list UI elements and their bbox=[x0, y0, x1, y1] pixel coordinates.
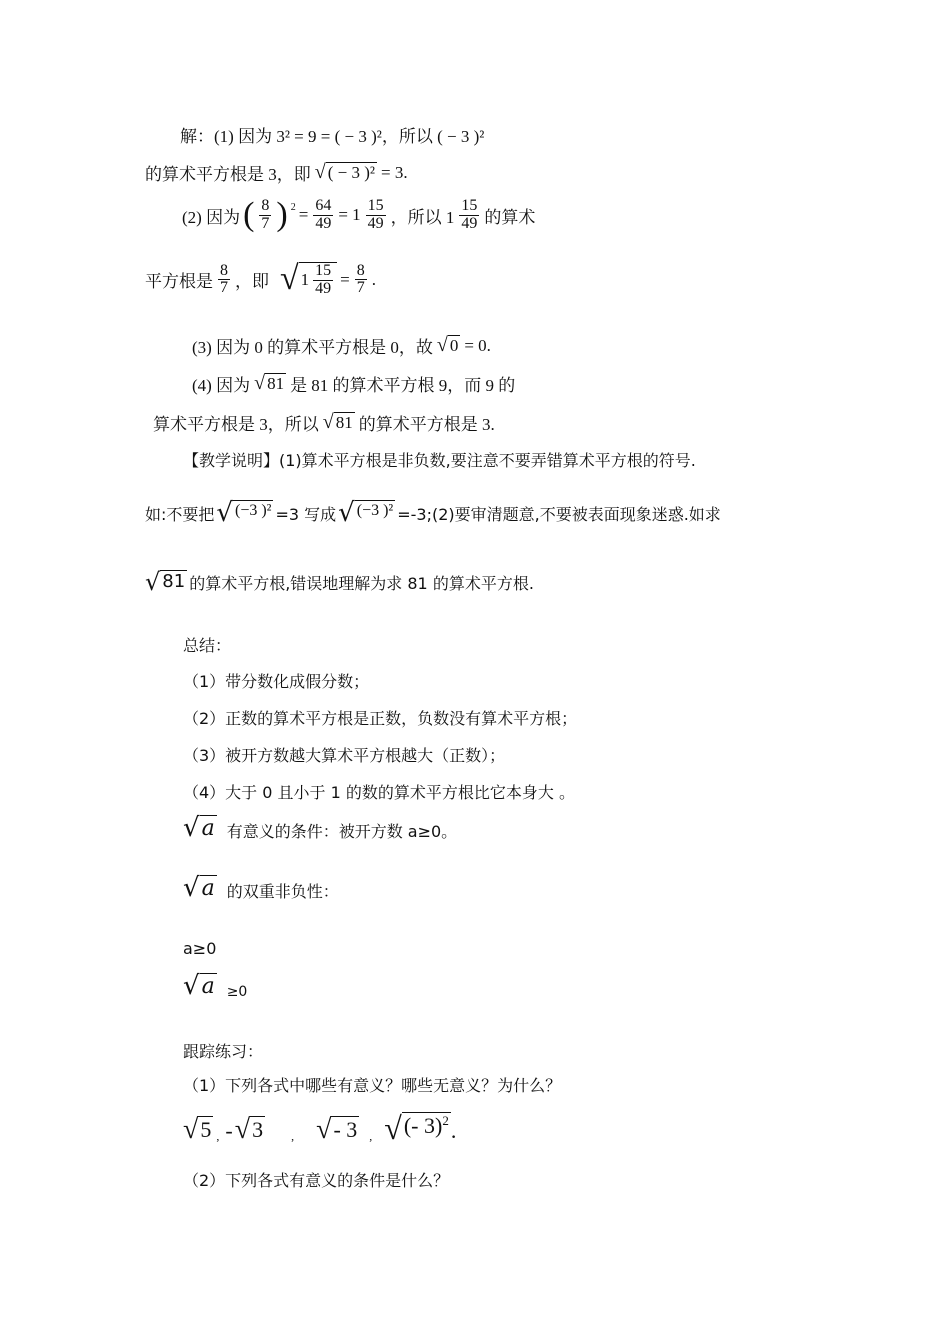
solution-text: = 0. bbox=[464, 335, 491, 355]
sqrt-icon: √ bbox=[314, 160, 326, 183]
ge-zero-text: ≥0 bbox=[226, 984, 248, 1001]
denominator: 49 bbox=[315, 214, 332, 232]
summary-item: （4）大于 0 且小于 1 的数的算术平方根比它本身大 。 bbox=[183, 783, 575, 802]
solution-line-7 bbox=[153, 410, 495, 435]
sqrt-expression bbox=[280, 262, 337, 298]
solution-text: 的算术 bbox=[484, 207, 536, 227]
radicand-base: (- 3) bbox=[403, 1113, 443, 1138]
solution-text: (3) 因为 0 的算术平方根是 0，故 bbox=[192, 338, 433, 357]
comma: , bbox=[291, 1129, 295, 1143]
solution-line-4 bbox=[145, 262, 376, 298]
mixed-int: 1 bbox=[300, 270, 310, 290]
sqrt-expression bbox=[437, 335, 460, 356]
minus-sign: - bbox=[225, 1118, 233, 1143]
sqrt-icon: √ bbox=[338, 498, 355, 528]
note-text: =-3;(2)要审清题意,不要被表面现象迷惑.如求 bbox=[397, 504, 721, 524]
sqrt-5 bbox=[183, 1116, 213, 1144]
solution-text: ，所以 1 bbox=[390, 207, 455, 227]
solution-text: ，即 bbox=[235, 272, 269, 292]
period: . bbox=[371, 269, 377, 289]
numerator: 15 bbox=[367, 197, 384, 214]
sqrt-icon: √ bbox=[216, 498, 233, 528]
sqrt-icon: √ bbox=[183, 971, 200, 1001]
solution-text: (2) 因为 bbox=[182, 207, 241, 227]
solution-text: (4) 因为 bbox=[192, 376, 251, 395]
double-nonneg-text: 的双重非负性： bbox=[226, 882, 339, 902]
sqrt-a bbox=[183, 875, 217, 902]
solution-text: 的算术平方根是 3，即 bbox=[145, 165, 311, 184]
period: . bbox=[450, 1118, 457, 1143]
solution-text: 的算术平方根是 3. bbox=[358, 415, 495, 434]
sqrt-neg-3-squared bbox=[384, 1112, 451, 1144]
equals: = bbox=[340, 269, 350, 289]
teaching-note-line-2 bbox=[145, 500, 721, 526]
a-ge-zero: a≥0 bbox=[183, 939, 217, 958]
summary-item: （1）带分数化成假分数； bbox=[183, 672, 370, 691]
practice-title: 跟踪练习： bbox=[183, 1042, 264, 1061]
fraction-64-49 bbox=[313, 198, 333, 233]
radicand bbox=[299, 262, 338, 298]
summary-item: （3）被开方数越大算术平方根越大（正数）； bbox=[183, 746, 506, 765]
sqrt-icon: √ bbox=[254, 371, 266, 394]
sqrt-icon: √ bbox=[280, 260, 299, 297]
radicand: a bbox=[201, 816, 215, 841]
radicand: 0 bbox=[449, 335, 459, 355]
summary-item: （2）正数的算术平方根是正数，负数没有算术平方根； bbox=[183, 709, 578, 728]
solution-text: = 3. bbox=[381, 162, 408, 182]
numerator: 64 bbox=[315, 197, 332, 214]
fraction-15-49 bbox=[313, 263, 333, 298]
radicand: - 3 bbox=[333, 1117, 358, 1142]
comma: , bbox=[369, 1129, 373, 1143]
denominator: 7 bbox=[261, 214, 270, 232]
radicand: 81 bbox=[335, 412, 353, 432]
condition-text: 有意义的条件：被开方数 a≥0。 bbox=[226, 822, 458, 842]
radicand: a bbox=[201, 876, 215, 901]
radicand: ( − 3 )² bbox=[327, 162, 375, 182]
numerator: 8 bbox=[356, 261, 365, 279]
teaching-note-line-3 bbox=[145, 570, 534, 594]
sqrt-expression bbox=[254, 373, 286, 394]
sqrt-icon: √ bbox=[183, 1114, 199, 1145]
sqrt-expression bbox=[323, 412, 355, 433]
comma: , bbox=[216, 1129, 220, 1143]
sqrt-a bbox=[183, 815, 217, 842]
practice-question-1: （1）下列各式中哪些有意义？哪些无意义？为什么？ bbox=[183, 1076, 562, 1095]
solution-text: 平方根是 bbox=[145, 272, 213, 292]
equals-one: = 1 bbox=[338, 205, 361, 225]
note-text: 如:不要把 bbox=[145, 504, 215, 524]
fraction-8-7 bbox=[218, 263, 230, 298]
note-text: =3 写成 bbox=[275, 504, 337, 524]
numerator: 8 bbox=[261, 197, 270, 214]
radicand: a bbox=[201, 974, 215, 999]
sqrt-icon: √ bbox=[234, 1114, 251, 1145]
sqrt-a-double-nonneg bbox=[183, 875, 339, 902]
left-paren: ( bbox=[243, 196, 255, 234]
exponent: 2 bbox=[442, 1113, 449, 1128]
numerator: 15 bbox=[461, 197, 478, 214]
sqrt-icon: √ bbox=[322, 410, 334, 433]
sqrt-icon: √ bbox=[183, 813, 200, 843]
denominator: 49 bbox=[367, 214, 384, 232]
denominator: 49 bbox=[315, 279, 332, 297]
summary-title: 总结： bbox=[183, 636, 232, 655]
practice-question-2: （2）下列各式有意义的条件是什么？ bbox=[183, 1171, 450, 1190]
sqrt-a bbox=[183, 973, 217, 1000]
radicand: (−3 )² bbox=[355, 500, 395, 526]
radicand: (−3 )² bbox=[233, 500, 273, 526]
equals: = bbox=[298, 205, 309, 225]
radicand: 5 bbox=[200, 1117, 212, 1142]
note-text: 的算术平方根,错误地理解为求 81 的算术平方根. bbox=[189, 573, 534, 593]
radicand: 3 bbox=[252, 1117, 264, 1142]
solution-line-1: 解：(1) 因为 3² = 9 = ( − 3 )²，所以 ( − 3 )² bbox=[180, 127, 485, 146]
denominator: 7 bbox=[220, 279, 228, 297]
sqrt-a-condition bbox=[183, 815, 457, 842]
radicand: 81 bbox=[162, 571, 186, 592]
solution-line-6 bbox=[192, 371, 515, 396]
denominator: 7 bbox=[356, 279, 365, 297]
sqrt-expression bbox=[338, 500, 395, 526]
sqrt-expression bbox=[216, 500, 273, 526]
sqrt-expression bbox=[315, 162, 377, 183]
numerator: 15 bbox=[315, 262, 332, 279]
fraction-15-49 bbox=[366, 198, 386, 233]
sqrt-icon: √ bbox=[436, 333, 448, 356]
sqrt-icon: √ bbox=[145, 568, 161, 596]
radicand bbox=[402, 1112, 451, 1144]
exponent: 2 bbox=[290, 202, 296, 213]
fraction-8-7 bbox=[259, 198, 271, 233]
solution-line-5 bbox=[192, 333, 491, 358]
fraction-15-49 bbox=[459, 198, 479, 233]
sqrt-3 bbox=[235, 1116, 265, 1144]
sqrt-a-ge-zero bbox=[183, 973, 247, 1000]
solution-line-2 bbox=[145, 160, 408, 185]
fraction-8-7 bbox=[355, 263, 367, 298]
practice-expressions bbox=[183, 1112, 456, 1144]
teaching-note-heading: 【教学说明】(1)算术平方根是非负数,要注意不要弄错算术平方根的符号. bbox=[183, 451, 696, 470]
sqrt-icon: √ bbox=[183, 873, 200, 903]
radicand: 81 bbox=[267, 373, 285, 393]
solution-line-3 bbox=[182, 198, 535, 233]
sqrt-neg-3 bbox=[316, 1116, 359, 1144]
sqrt-icon: √ bbox=[384, 1110, 402, 1146]
solution-text: 是 81 的算术平方根 9，而 9 的 bbox=[290, 376, 516, 395]
solution-text: 算术平方根是 3，所以 bbox=[153, 415, 319, 434]
numerator: 8 bbox=[220, 261, 228, 279]
denominator: 49 bbox=[461, 214, 478, 232]
right-paren: ) bbox=[276, 196, 288, 234]
sqrt-icon: √ bbox=[316, 1114, 332, 1145]
sqrt-expression bbox=[145, 570, 187, 594]
